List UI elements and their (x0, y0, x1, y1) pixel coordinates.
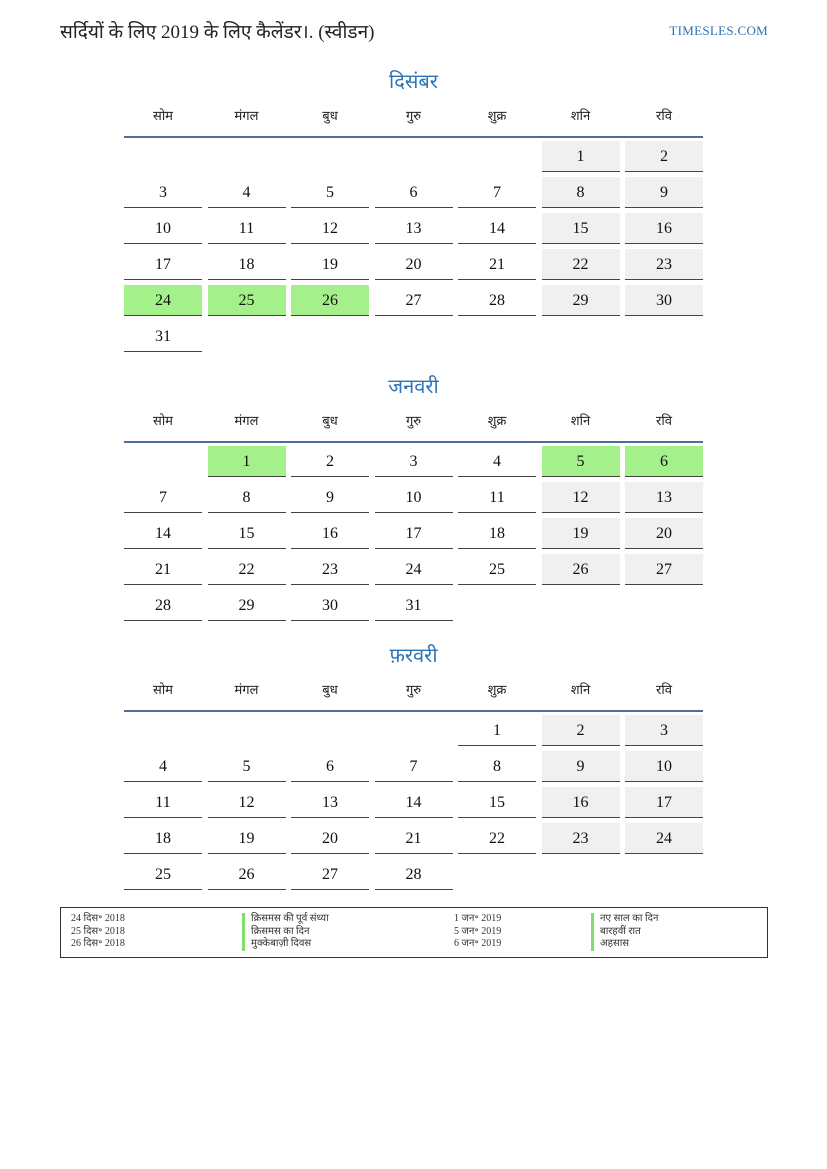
weekday-label: सोम (153, 682, 173, 697)
weekday-label: मंगल (234, 413, 259, 428)
legend-holiday-name: नए साल का दिन (591, 913, 658, 926)
calendar-day[interactable]: 18 (458, 518, 536, 549)
calendar-day[interactable]: 5 (291, 177, 369, 208)
calendar-day[interactable]: 10 (625, 751, 703, 782)
calendar-day[interactable]: 27 (625, 554, 703, 585)
legend-holiday-name: मुक्केबाज़ी दिवस (242, 938, 311, 951)
calendar-day[interactable]: 22 (458, 823, 536, 854)
weekday-label: बुध (322, 682, 338, 697)
calendar-day[interactable]: 19 (542, 518, 620, 549)
calendar-day[interactable]: 5 (208, 751, 286, 782)
calendar-day[interactable]: 21 (458, 249, 536, 280)
legend-date: 5 जन॰ 2019 (454, 925, 502, 937)
legend-holiday-name: अहसास (591, 938, 629, 951)
holiday-legend (60, 907, 768, 958)
weekday-label: मंगल (234, 682, 259, 697)
month-title: फ़रवरी (389, 645, 438, 667)
calendar-day[interactable]: 20 (291, 823, 369, 854)
calendar-day[interactable]: 14 (458, 213, 536, 244)
legend-date: 25 दिस॰ 2018 (71, 925, 125, 937)
calendar-day[interactable]: 17 (625, 787, 703, 818)
calendar-day[interactable]: 1 (542, 141, 620, 172)
calendar-day[interactable]: 19 (291, 249, 369, 280)
calendar-day[interactable]: 19 (208, 823, 286, 854)
calendar-day[interactable]: 28 (375, 859, 453, 890)
weekday-label: मंगल (234, 108, 259, 123)
calendar-day[interactable]: 1 (208, 446, 286, 477)
calendar-day[interactable]: 24 (375, 554, 453, 585)
calendar-day[interactable]: 31 (375, 590, 453, 621)
weekday-label: गुरु (405, 682, 422, 697)
calendar-day[interactable]: 8 (208, 482, 286, 513)
legend-holiday-name: क्रिसमस की पूर्व संध्या (242, 913, 329, 926)
calendar-day[interactable]: 10 (375, 482, 453, 513)
calendar-day[interactable]: 7 (375, 751, 453, 782)
calendar-day[interactable]: 12 (291, 213, 369, 244)
calendar-day[interactable]: 1 (458, 715, 536, 746)
site-link[interactable]: TIMESLES.COM (669, 23, 768, 38)
calendar-day[interactable]: 18 (208, 249, 286, 280)
calendar-day[interactable]: 22 (542, 249, 620, 280)
calendar-day[interactable]: 30 (291, 590, 369, 621)
calendar-day[interactable]: 16 (291, 518, 369, 549)
weekday-label: शनि (570, 682, 591, 697)
calendar-day[interactable]: 17 (124, 249, 202, 280)
calendar-day[interactable]: 3 (124, 177, 202, 208)
legend-date: 26 दिस॰ 2018 (71, 938, 125, 949)
calendar-day[interactable]: 11 (208, 213, 286, 244)
weekday-label: शुक्र (487, 108, 507, 123)
weekday-label: रवि (656, 682, 672, 697)
calendar-day[interactable]: 7 (124, 482, 202, 513)
calendar-day[interactable]: 9 (542, 751, 620, 782)
calendar-day[interactable]: 4 (124, 751, 202, 782)
calendar-day[interactable]: 15 (458, 787, 536, 818)
legend-date: 24 दिस॰ 2018 (71, 913, 125, 924)
calendar-day[interactable]: 24 (625, 823, 703, 854)
weekday-label: शनि (570, 413, 591, 428)
weekday-label: सोम (153, 413, 173, 428)
calendar-day[interactable]: 3 (625, 715, 703, 746)
weekday-label: शनि (570, 108, 591, 123)
calendar-day[interactable]: 13 (375, 213, 453, 244)
calendar-day[interactable]: 27 (291, 859, 369, 890)
calendar-day[interactable]: 25 (208, 285, 286, 316)
calendar-day[interactable]: 13 (625, 482, 703, 513)
weekday-label: रवि (656, 108, 672, 123)
calendar-day[interactable]: 8 (458, 751, 536, 782)
page-title: सर्दियों के लिए 2019 के लिए कैलेंडर।. (स्वीडन) (60, 22, 375, 43)
calendar-day[interactable]: 13 (291, 787, 369, 818)
calendar-day[interactable]: 29 (542, 285, 620, 316)
calendar-day[interactable]: 12 (208, 787, 286, 818)
calendar-day[interactable]: 22 (208, 554, 286, 585)
calendar-day[interactable]: 3 (375, 446, 453, 477)
calendar-day[interactable]: 31 (124, 321, 202, 352)
legend-holiday-name: क्रिसमस का दिन (242, 926, 310, 939)
calendar-day[interactable]: 16 (542, 787, 620, 818)
weekday-label: बुध (322, 413, 338, 428)
calendar-day[interactable]: 26 (208, 859, 286, 890)
calendar-day[interactable]: 29 (208, 590, 286, 621)
calendar-day[interactable]: 21 (375, 823, 453, 854)
calendar-day[interactable]: 11 (124, 787, 202, 818)
calendar-day[interactable]: 20 (375, 249, 453, 280)
calendar-grid (124, 446, 703, 626)
calendar-day[interactable]: 6 (625, 446, 703, 477)
month-february (124, 642, 703, 895)
calendar-day[interactable]: 9 (625, 177, 703, 208)
calendar-day[interactable]: 28 (458, 285, 536, 316)
calendar-day[interactable]: 2 (542, 715, 620, 746)
calendar-day[interactable]: 20 (625, 518, 703, 549)
calendar-day[interactable]: 24 (124, 285, 202, 316)
calendar-day[interactable]: 6 (291, 751, 369, 782)
month-january (124, 373, 703, 626)
calendar-day[interactable]: 12 (542, 482, 620, 513)
legend-date: 6 जन॰ 2019 (454, 938, 502, 949)
weekday-header (124, 680, 703, 712)
weekday-label: रवि (656, 413, 672, 428)
weekday-header (124, 411, 703, 443)
calendar-day[interactable]: 21 (124, 554, 202, 585)
calendar-day[interactable]: 28 (124, 590, 202, 621)
calendar-day[interactable]: 14 (124, 518, 202, 549)
page-header (60, 18, 768, 46)
calendar-day[interactable]: 26 (291, 285, 369, 316)
calendar-day[interactable]: 23 (291, 554, 369, 585)
calendar-day[interactable]: 4 (208, 177, 286, 208)
month-title: जनवरी (388, 376, 439, 398)
calendar-day[interactable]: 5 (542, 446, 620, 477)
calendar-day[interactable]: 11 (458, 482, 536, 513)
calendar-day[interactable]: 10 (124, 213, 202, 244)
calendar-day[interactable]: 4 (458, 446, 536, 477)
calendar-day[interactable]: 25 (458, 554, 536, 585)
calendar-day[interactable]: 14 (375, 787, 453, 818)
calendar-day[interactable]: 23 (542, 823, 620, 854)
calendar-day[interactable]: 16 (625, 213, 703, 244)
calendar-day[interactable]: 8 (542, 177, 620, 208)
calendar-day[interactable]: 15 (542, 213, 620, 244)
calendar-day[interactable]: 15 (208, 518, 286, 549)
calendar-day[interactable]: 25 (124, 859, 202, 890)
calendar-grid (124, 715, 703, 895)
legend-date: 1 जन॰ 2019 (454, 913, 502, 924)
calendar-day[interactable]: 17 (375, 518, 453, 549)
weekday-label: शुक्र (487, 413, 507, 428)
calendar-day[interactable]: 30 (625, 285, 703, 316)
month-title: दिसंबर (389, 71, 438, 93)
legend-holiday-name: बारहवीं रात (591, 926, 641, 939)
calendar-day[interactable]: 2 (291, 446, 369, 477)
calendar-day[interactable]: 7 (458, 177, 536, 208)
calendar-day[interactable]: 6 (375, 177, 453, 208)
weekday-header (124, 106, 703, 138)
weekday-label: बुध (322, 108, 338, 123)
calendar-grid (124, 141, 703, 357)
month-december (124, 68, 703, 357)
calendar-day[interactable]: 18 (124, 823, 202, 854)
calendar-day[interactable]: 9 (291, 482, 369, 513)
calendar-day[interactable]: 26 (542, 554, 620, 585)
calendar-day[interactable]: 27 (375, 285, 453, 316)
weekday-label: सोम (153, 108, 173, 123)
weekday-label: गुरु (405, 108, 422, 123)
calendar-day[interactable]: 2 (625, 141, 703, 172)
weekday-label: शुक्र (487, 682, 507, 697)
weekday-label: गुरु (405, 413, 422, 428)
calendar-day[interactable]: 23 (625, 249, 703, 280)
